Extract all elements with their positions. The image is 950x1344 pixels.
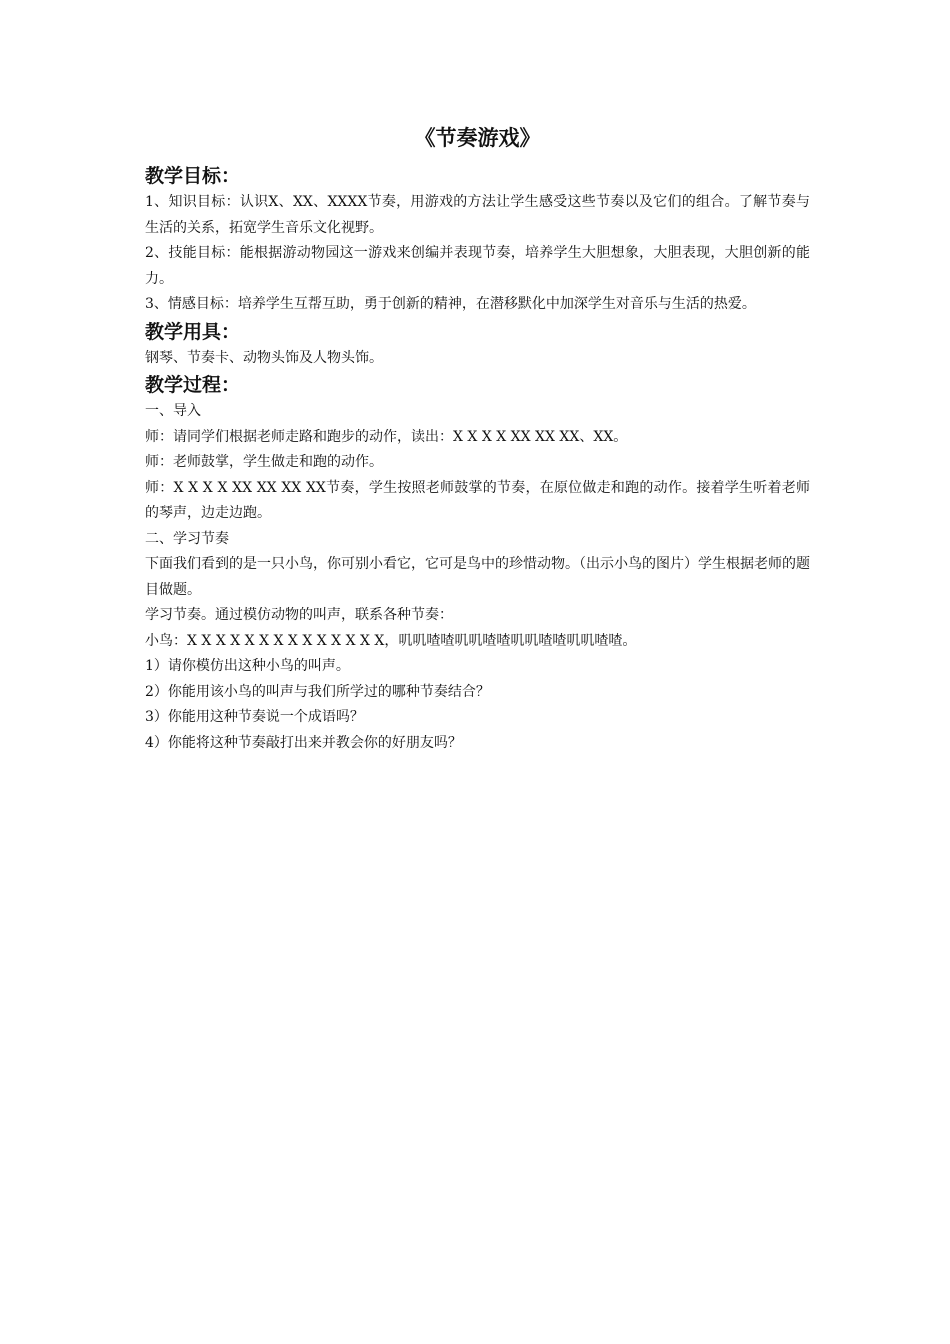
paragraph: 一、导入	[145, 403, 201, 419]
paragraph: 下面我们看到的是一只小鸟，你可别小看它，它可是鸟中的珍惜动物。（出示小鸟的图片）学生根据老师的题目做题。	[145, 556, 810, 598]
section-heading: 教学用具：	[145, 320, 241, 343]
document-title: 《节奏游戏》	[414, 126, 541, 150]
section-heading: 教学目标：	[145, 165, 241, 187]
list-item: 4）你能将这种节奏敲打出来并教会你的好朋友吗？	[145, 734, 462, 751]
paragraph: 师：老师鼓掌，学生做走和跑的动作。	[145, 454, 383, 470]
paragraph: 师：请同学们根据老师走路和跑步的动作，读出：X X X X XX XX XX、XX。	[145, 428, 628, 445]
section-heading: 教学过程：	[145, 374, 241, 396]
paragraph: 师：X X X X XX XX XX XX节奏，学生按照老师鼓掌的节奏，在原位做走和跑的动作。接着学生听着老师的琴声，边走边跑。	[145, 479, 810, 521]
section-teaching-goals	[145, 162, 810, 318]
section-teaching-tools	[145, 318, 810, 372]
paragraph: 3、情感目标：培养学生互帮互助，勇于创新的精神，在潜移默化中加深学生对音乐与生活的热爱。	[145, 296, 756, 312]
paragraph: 2、技能目标：能根据游动物园这一游戏来创编并表现节奏，培养学生大胆想象，大胆表现，大胆创新的能力。	[145, 245, 810, 287]
list-item: 2）你能用该小鸟的叫声与我们所学过的哪种节奏结合？	[145, 683, 490, 700]
list-item: 1）请你模仿出这种小鸟的叫声。	[145, 658, 350, 674]
paragraph: 钢琴、节奏卡、动物头饰及人物头饰。	[145, 349, 383, 366]
list-item: 3）你能用这种节奏说一个成语吗？	[145, 709, 364, 725]
document-page	[145, 122, 810, 756]
paragraph: 小鸟：X X X X X X X X X X X X X X，叽叽喳喳叽叽喳喳叽叽喳喳叽叽喳喳。	[145, 632, 637, 649]
paragraph: 二、学习节奏	[145, 530, 229, 547]
paragraph: 学习节奏。通过模仿动物的叫声，联系各种节奏：	[145, 607, 453, 623]
paragraph: 1、知识目标：认识X、XX、XXXX节奏，用游戏的方法让学生感受这些节奏以及它们的组合。了解节奏与生活的关系，拓宽学生音乐文化视野。	[145, 194, 810, 236]
section-teaching-process	[145, 371, 810, 756]
